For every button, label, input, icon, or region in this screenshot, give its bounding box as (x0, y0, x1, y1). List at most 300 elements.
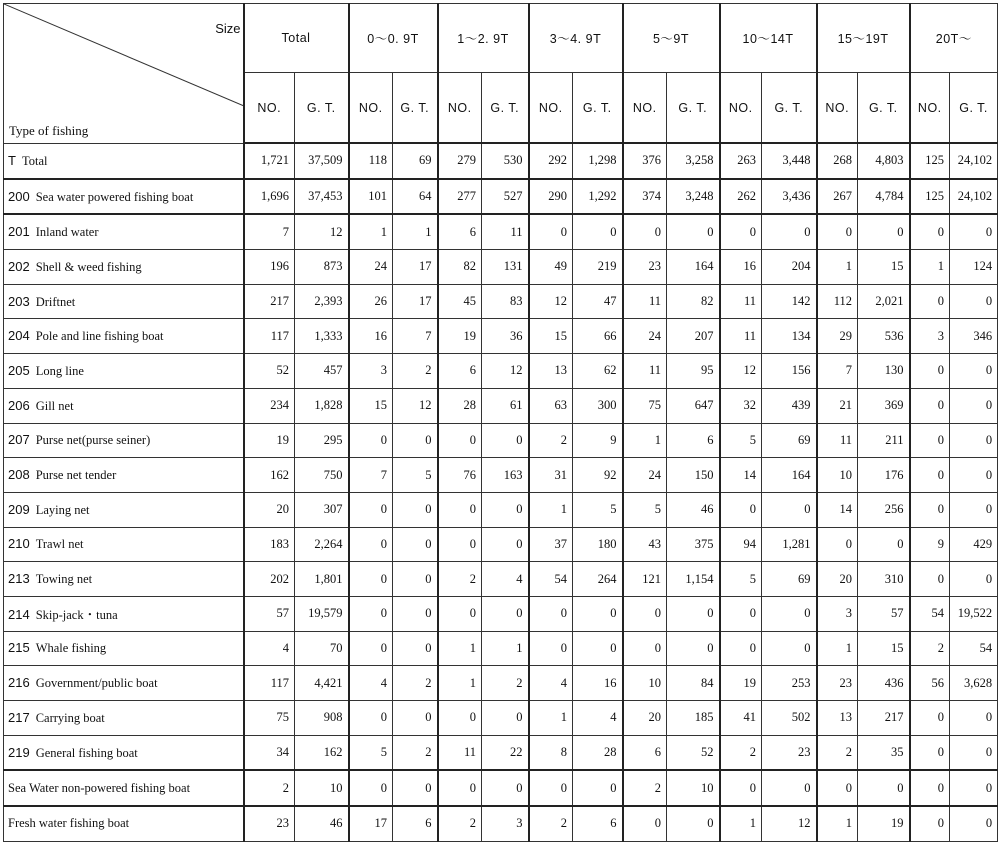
gt-value-cell: 3,258 (667, 143, 720, 179)
no-value-cell: 52 (244, 354, 295, 389)
no-value-cell: 0 (438, 596, 482, 631)
no-value-cell: 2 (910, 631, 950, 666)
no-value-cell: 5 (720, 562, 762, 597)
no-value-cell: 32 (720, 388, 762, 423)
row-code: 213 (8, 571, 30, 587)
no-value-cell: 1 (438, 666, 482, 701)
table-row (4, 319, 998, 354)
no-value-cell: 75 (623, 388, 667, 423)
no-value-cell: 0 (349, 527, 393, 562)
no-header: NO. (349, 73, 393, 144)
row-label-cell (4, 631, 244, 666)
no-value-cell: 21 (817, 388, 858, 423)
no-value-cell: 20 (623, 701, 667, 736)
no-value-cell: 0 (349, 492, 393, 527)
no-value-cell: 54 (529, 562, 573, 597)
gt-value-cell: 0 (950, 770, 998, 806)
gt-header: G. T. (393, 73, 438, 144)
gt-header: G. T. (295, 73, 349, 144)
row-name: Purse net(purse seiner) (35, 433, 151, 448)
table-row (4, 596, 998, 631)
no-value-cell: 5 (720, 423, 762, 458)
no-value-cell: 3 (910, 319, 950, 354)
row-name: Purse net tender (35, 468, 117, 483)
gt-value-cell: 217 (858, 701, 910, 736)
gt-header: G. T. (762, 73, 817, 144)
no-value-cell: 0 (529, 770, 573, 806)
gt-value-cell: 264 (573, 562, 623, 597)
row-code: 209 (8, 501, 30, 517)
no-value-cell: 0 (720, 631, 762, 666)
row-label-cell (4, 179, 244, 215)
table-row (4, 458, 998, 493)
gt-value-cell: 4,421 (295, 666, 349, 701)
row-code: 215 (8, 640, 30, 656)
gt-value-cell: 0 (482, 423, 529, 458)
no-value-cell: 0 (817, 214, 858, 249)
gt-value-cell: 69 (393, 143, 438, 179)
row-name: Towing net (35, 572, 93, 587)
no-value-cell: 0 (817, 527, 858, 562)
table-row (4, 666, 998, 701)
no-value-cell: 290 (529, 179, 573, 215)
gt-value-cell: 84 (667, 666, 720, 701)
gt-value-cell: 0 (762, 214, 817, 249)
gt-header: G. T. (482, 73, 529, 144)
gt-value-cell: 124 (950, 250, 998, 285)
gt-value-cell: 164 (667, 250, 720, 285)
gt-value-cell: 256 (858, 492, 910, 527)
no-value-cell: 1 (817, 806, 858, 841)
gt-value-cell: 2 (393, 666, 438, 701)
no-value-cell: 1 (349, 214, 393, 249)
no-header: NO. (244, 73, 295, 144)
gt-value-cell: 2 (482, 666, 529, 701)
gt-value-cell: 0 (858, 770, 910, 806)
no-value-cell: 262 (720, 179, 762, 215)
gt-value-cell: 436 (858, 666, 910, 701)
gt-value-cell: 62 (573, 354, 623, 389)
row-label-cell (4, 806, 244, 841)
gt-value-cell: 6 (573, 806, 623, 841)
gt-value-cell: 36 (482, 319, 529, 354)
no-value-cell: 0 (720, 596, 762, 631)
no-value-cell: 10 (817, 458, 858, 493)
gt-value-cell: 5 (393, 458, 438, 493)
diagonal-divider (4, 4, 244, 142)
no-value-cell: 0 (910, 354, 950, 389)
gt-value-cell: 3 (482, 806, 529, 841)
no-value-cell: 34 (244, 735, 295, 770)
gt-value-cell: 156 (762, 354, 817, 389)
row-label-cell (4, 388, 244, 423)
gt-value-cell: 17 (393, 250, 438, 285)
no-value-cell: 1 (529, 492, 573, 527)
gt-value-cell: 3,436 (762, 179, 817, 215)
gt-value-cell: 70 (295, 631, 349, 666)
row-name: Driftnet (35, 294, 76, 309)
gt-value-cell: 502 (762, 701, 817, 736)
no-value-cell: 57 (244, 596, 295, 631)
no-value-cell: 2 (438, 562, 482, 597)
no-value-cell: 75 (244, 701, 295, 736)
gt-value-cell: 7 (393, 319, 438, 354)
gt-value-cell: 0 (950, 458, 998, 493)
gt-value-cell: 10 (295, 770, 349, 806)
gt-value-cell: 150 (667, 458, 720, 493)
row-label-cell (4, 596, 244, 631)
no-value-cell: 29 (817, 319, 858, 354)
gt-header: G. T. (950, 73, 998, 144)
gt-value-cell: 28 (573, 735, 623, 770)
gt-value-cell: 457 (295, 354, 349, 389)
gt-value-cell: 9 (573, 423, 623, 458)
gt-value-cell: 211 (858, 423, 910, 458)
gt-value-cell: 4,784 (858, 179, 910, 215)
no-value-cell: 1 (720, 806, 762, 841)
no-value-cell: 0 (720, 492, 762, 527)
no-value-cell: 4 (349, 666, 393, 701)
gt-value-cell: 1 (393, 214, 438, 249)
gt-value-cell: 24,102 (950, 179, 998, 215)
table-row (4, 250, 998, 285)
row-label-cell (4, 770, 244, 806)
gt-value-cell: 57 (858, 596, 910, 631)
gt-value-cell: 0 (667, 596, 720, 631)
row-label-cell (4, 666, 244, 701)
no-value-cell: 12 (720, 354, 762, 389)
no-value-cell: 234 (244, 388, 295, 423)
gt-value-cell: 37,509 (295, 143, 349, 179)
no-value-cell: 125 (910, 143, 950, 179)
no-value-cell: 43 (623, 527, 667, 562)
no-value-cell: 1 (817, 631, 858, 666)
row-name: Fresh water fishing boat (8, 816, 130, 831)
no-value-cell: 217 (244, 284, 295, 319)
no-value-cell: 1,721 (244, 143, 295, 179)
no-value-cell: 2 (623, 770, 667, 806)
row-name: Skip-jack・tuna (35, 607, 118, 622)
no-value-cell: 19 (244, 423, 295, 458)
no-value-cell: 0 (623, 806, 667, 841)
no-value-cell: 4 (244, 631, 295, 666)
no-value-cell: 13 (817, 701, 858, 736)
row-name: Shell & weed fishing (35, 259, 142, 274)
row-code: 203 (8, 293, 30, 309)
no-value-cell: 1 (438, 631, 482, 666)
no-value-cell: 20 (817, 562, 858, 597)
gt-value-cell: 204 (762, 250, 817, 285)
gt-value-cell: 16 (573, 666, 623, 701)
no-value-cell: 3 (817, 596, 858, 631)
no-value-cell: 54 (910, 596, 950, 631)
row-label-cell (4, 527, 244, 562)
row-name: Inland water (35, 225, 99, 240)
gt-value-cell: 0 (950, 354, 998, 389)
gt-value-cell: 15 (858, 631, 910, 666)
no-value-cell: 0 (910, 458, 950, 493)
no-value-cell: 0 (349, 631, 393, 666)
no-value-cell: 1,696 (244, 179, 295, 215)
corner-header-cell (4, 4, 244, 144)
gt-value-cell: 0 (482, 596, 529, 631)
row-code: 210 (8, 536, 30, 552)
no-value-cell: 63 (529, 388, 573, 423)
row-name: Government/public boat (35, 676, 158, 691)
size-group-header: 15～19T (817, 4, 910, 73)
fishing-boat-table (3, 3, 998, 842)
no-value-cell: 0 (438, 770, 482, 806)
gt-header: G. T. (858, 73, 910, 144)
gt-value-cell: 0 (950, 423, 998, 458)
row-code: 206 (8, 397, 30, 413)
gt-value-cell: 12 (762, 806, 817, 841)
table-row (4, 284, 998, 319)
gt-value-cell: 3,628 (950, 666, 998, 701)
row-name: Pole and line fishing boat (35, 329, 164, 344)
table-row (4, 214, 998, 249)
no-value-cell: 1 (623, 423, 667, 458)
table-row (4, 770, 998, 806)
no-value-cell: 0 (817, 770, 858, 806)
no-value-cell: 10 (623, 666, 667, 701)
no-value-cell: 24 (623, 319, 667, 354)
no-value-cell: 196 (244, 250, 295, 285)
gt-value-cell: 647 (667, 388, 720, 423)
no-value-cell: 94 (720, 527, 762, 562)
gt-value-cell: 0 (950, 806, 998, 841)
gt-value-cell: 1,281 (762, 527, 817, 562)
row-label-cell (4, 492, 244, 527)
no-value-cell: 9 (910, 527, 950, 562)
gt-value-cell: 439 (762, 388, 817, 423)
gt-value-cell: 0 (762, 631, 817, 666)
row-name: Total (21, 153, 48, 168)
size-group-header: 20T～ (910, 4, 998, 73)
gt-value-cell: 142 (762, 284, 817, 319)
no-value-cell: 23 (244, 806, 295, 841)
gt-value-cell: 295 (295, 423, 349, 458)
row-code: 219 (8, 744, 30, 760)
gt-value-cell: 22 (482, 735, 529, 770)
gt-value-cell: 0 (667, 631, 720, 666)
no-value-cell: 0 (623, 631, 667, 666)
gt-value-cell: 346 (950, 319, 998, 354)
gt-value-cell: 162 (295, 735, 349, 770)
no-value-cell: 11 (623, 354, 667, 389)
table-row (4, 735, 998, 770)
gt-value-cell: 4 (482, 562, 529, 597)
gt-value-cell: 83 (482, 284, 529, 319)
gt-value-cell: 46 (295, 806, 349, 841)
no-value-cell: 24 (623, 458, 667, 493)
gt-value-cell: 0 (482, 770, 529, 806)
no-header: NO. (817, 73, 858, 144)
no-value-cell: 4 (529, 666, 573, 701)
no-value-cell: 13 (529, 354, 573, 389)
no-value-cell: 6 (438, 214, 482, 249)
gt-value-cell: 10 (667, 770, 720, 806)
no-value-cell: 12 (529, 284, 573, 319)
no-value-cell: 41 (720, 701, 762, 736)
gt-value-cell: 0 (858, 527, 910, 562)
no-value-cell: 23 (623, 250, 667, 285)
row-code: T (8, 152, 16, 168)
row-label-cell (4, 319, 244, 354)
gt-value-cell: 0 (762, 596, 817, 631)
row-name: Trawl net (35, 537, 84, 552)
gt-value-cell: 1,292 (573, 179, 623, 215)
gt-value-cell: 1,828 (295, 388, 349, 423)
table-row (4, 806, 998, 841)
gt-value-cell: 0 (573, 631, 623, 666)
gt-value-cell: 3,248 (667, 179, 720, 215)
row-label-cell (4, 562, 244, 597)
table-row (4, 423, 998, 458)
no-value-cell: 6 (438, 354, 482, 389)
row-code: 205 (8, 362, 30, 378)
gt-header: G. T. (573, 73, 623, 144)
no-value-cell: 3 (349, 354, 393, 389)
no-value-cell: 56 (910, 666, 950, 701)
no-value-cell: 15 (349, 388, 393, 423)
row-name: Sea water powered fishing boat (35, 189, 194, 204)
no-value-cell: 1 (910, 250, 950, 285)
no-value-cell: 267 (817, 179, 858, 215)
row-name: Long line (35, 363, 84, 378)
gt-value-cell: 23 (762, 735, 817, 770)
no-value-cell: 0 (349, 423, 393, 458)
no-value-cell: 0 (910, 388, 950, 423)
gt-value-cell: 0 (858, 214, 910, 249)
no-value-cell: 28 (438, 388, 482, 423)
no-header: NO. (529, 73, 573, 144)
gt-value-cell: 873 (295, 250, 349, 285)
no-value-cell: 2 (720, 735, 762, 770)
no-value-cell: 0 (349, 770, 393, 806)
gt-value-cell: 15 (858, 250, 910, 285)
gt-value-cell: 527 (482, 179, 529, 215)
no-value-cell: 16 (349, 319, 393, 354)
no-value-cell: 0 (438, 701, 482, 736)
no-value-cell: 7 (244, 214, 295, 249)
table-row (4, 492, 998, 527)
row-label-cell (4, 143, 244, 179)
gt-value-cell: 134 (762, 319, 817, 354)
row-code: 202 (8, 258, 30, 274)
row-label-cell (4, 284, 244, 319)
gt-value-cell: 35 (858, 735, 910, 770)
row-label-cell (4, 354, 244, 389)
no-value-cell: 292 (529, 143, 573, 179)
no-value-cell: 14 (720, 458, 762, 493)
gt-value-cell: 0 (667, 806, 720, 841)
row-name: General fishing boat (35, 745, 138, 760)
gt-value-cell: 908 (295, 701, 349, 736)
no-value-cell: 117 (244, 666, 295, 701)
no-value-cell: 183 (244, 527, 295, 562)
gt-value-cell: 0 (482, 492, 529, 527)
no-value-cell: 0 (720, 214, 762, 249)
gt-value-cell: 176 (858, 458, 910, 493)
size-header-label: Size (215, 21, 241, 36)
row-code: 216 (8, 675, 30, 691)
no-value-cell: 19 (720, 666, 762, 701)
gt-value-cell: 750 (295, 458, 349, 493)
no-value-cell: 76 (438, 458, 482, 493)
gt-value-cell: 1,154 (667, 562, 720, 597)
gt-value-cell: 369 (858, 388, 910, 423)
row-code: 204 (8, 328, 30, 344)
no-value-cell: 2 (244, 770, 295, 806)
gt-value-cell: 19,579 (295, 596, 349, 631)
row-name: Gill net (35, 398, 74, 413)
no-value-cell: 2 (438, 806, 482, 841)
no-value-cell: 11 (623, 284, 667, 319)
no-header: NO. (623, 73, 667, 144)
no-value-cell: 37 (529, 527, 573, 562)
no-value-cell: 0 (529, 631, 573, 666)
no-header: NO. (720, 73, 762, 144)
no-value-cell: 0 (910, 562, 950, 597)
gt-value-cell: 12 (482, 354, 529, 389)
row-name: Whale fishing (35, 641, 107, 656)
no-value-cell: 82 (438, 250, 482, 285)
no-value-cell: 202 (244, 562, 295, 597)
no-value-cell: 7 (817, 354, 858, 389)
no-value-cell: 112 (817, 284, 858, 319)
gt-value-cell: 12 (295, 214, 349, 249)
no-value-cell: 121 (623, 562, 667, 597)
no-value-cell: 45 (438, 284, 482, 319)
gt-value-cell: 69 (762, 423, 817, 458)
no-value-cell: 11 (817, 423, 858, 458)
header-row-groups (4, 4, 998, 73)
no-value-cell: 24 (349, 250, 393, 285)
gt-value-cell: 0 (393, 596, 438, 631)
gt-value-cell: 0 (950, 701, 998, 736)
table-row (4, 562, 998, 597)
table-row (4, 354, 998, 389)
gt-header: G. T. (667, 73, 720, 144)
gt-value-cell: 92 (573, 458, 623, 493)
no-value-cell: 279 (438, 143, 482, 179)
no-value-cell: 15 (529, 319, 573, 354)
gt-value-cell: 0 (393, 492, 438, 527)
fishing-boat-table-container (3, 3, 998, 842)
no-value-cell: 19 (438, 319, 482, 354)
no-header: NO. (910, 73, 950, 144)
gt-value-cell: 2 (393, 735, 438, 770)
no-value-cell: 14 (817, 492, 858, 527)
gt-value-cell: 17 (393, 284, 438, 319)
gt-value-cell: 52 (667, 735, 720, 770)
gt-value-cell: 3,448 (762, 143, 817, 179)
no-value-cell: 0 (910, 735, 950, 770)
gt-value-cell: 61 (482, 388, 529, 423)
gt-value-cell: 66 (573, 319, 623, 354)
size-group-header: 3～4. 9T (529, 4, 623, 73)
no-value-cell: 7 (349, 458, 393, 493)
gt-value-cell: 82 (667, 284, 720, 319)
no-value-cell: 0 (910, 770, 950, 806)
size-group-header: 10～14T (720, 4, 817, 73)
no-value-cell: 0 (529, 214, 573, 249)
no-value-cell: 23 (817, 666, 858, 701)
gt-value-cell: 6 (393, 806, 438, 841)
gt-value-cell: 6 (667, 423, 720, 458)
no-value-cell: 0 (910, 284, 950, 319)
